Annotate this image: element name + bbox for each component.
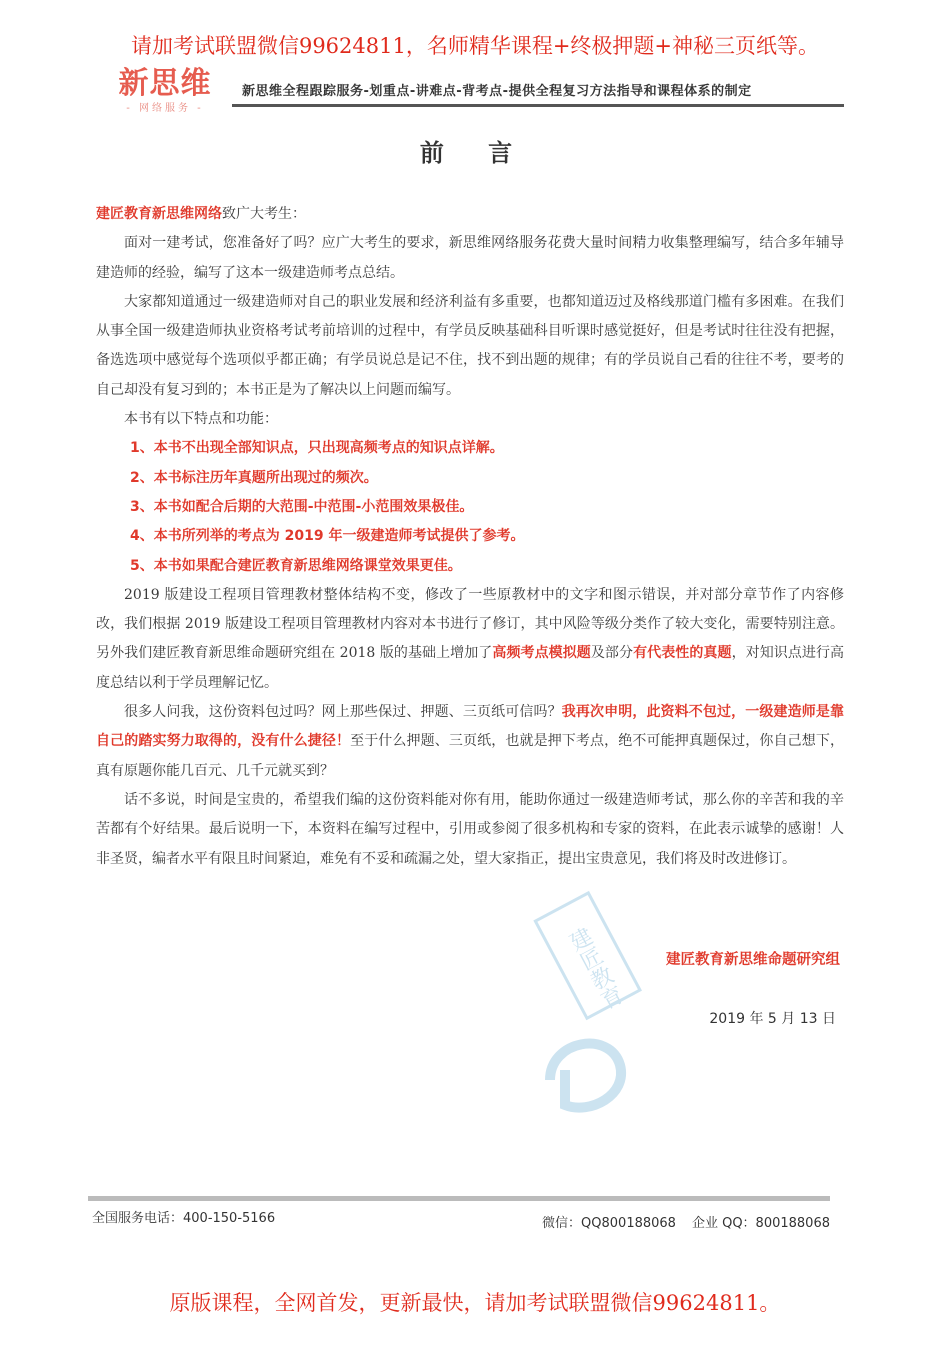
paragraph-4-text: 及部分 xyxy=(590,645,634,662)
greeting-org: 建匠教育新思维网络 xyxy=(96,206,222,222)
paragraph-4 xyxy=(96,581,844,698)
paragraph-6: 话不多说，时间是宝贵的，希望我们编的这份资料能对你有用，能助你通过一级建造师考试，那么你的辛苦和我的辛苦都有个好结果。最后说明一下，本资料在编写过程中，引用或参阅了很多机构和专家的资料，在此表示诚挚的感谢！人非圣贤，编者水平有限且时间紧迫，难免有不妥和疏漏之处，望大家指正，提出宝贵意见，我们将及时改进修订。 xyxy=(96,791,844,867)
logo-subtitle: - 网络服务 - xyxy=(126,103,204,114)
footer-wechat: 微信：QQ800188068 xyxy=(542,1216,676,1231)
paragraph-4-highlight-2: 有代表性的真题 xyxy=(633,645,732,662)
greeting-text: 致广大考生： xyxy=(222,206,306,222)
footer-phone: 全国服务电话：400-150-5166 xyxy=(92,1211,276,1226)
feature-item: 1、本书不出现全部知识点，只出现高频考点的知识点详解。 xyxy=(130,440,504,457)
top-banner-ad: 请加考试联盟微信99624811，名师精华课程+终极押题+神秘三页纸等。 xyxy=(130,34,820,58)
paragraph-5-text: 很多人问我，这份资料包过吗？网上那些保过、押题、三页纸可信吗？ xyxy=(124,704,562,721)
page-title: 前 言 xyxy=(419,139,531,167)
paragraph-4-highlight-1: 高频考点模拟题 xyxy=(492,645,591,662)
feature-item: 4、本书所列举的考点为 2019 年一级建造师考试提供了参考。 xyxy=(130,528,525,545)
paragraph-2: 大家都知道通过一级建造师对自己的职业发展和经济利益有多重要，也都知道迈过及格线那道门槛有多困难。在我们从事全国一级建造师执业资格考试考前培训的过程中，有学员反映基础科目听课时感觉挺好，但是考试时往往没有把握，备选选项中感觉每个选项似乎都正确；有学员说总是记不住，找不到出题的规律；有的学员说自己看的往往不考，要考的自己却没有复习到的；本书正是为了解决以上问题而编写。 xyxy=(96,293,844,398)
paragraph-4-text: ，对知识点进行高度总结以利于学员理解记忆。 xyxy=(96,645,845,691)
footer-contacts xyxy=(540,1212,830,1231)
paragraph-4-text: 2019 版建设工程项目管理教材整体结构不变，修改了一些原教材中的文字和图示错误，并对部分章节作了内容修改，我们根据 2019 版建设工程项目管理教材内容对本书进行了修订，其中风险等级分类作了较大变化，需要特别注意。另外我们建匠教育新思维命题研究组在 2018 版的基础上增加了 xyxy=(96,586,844,662)
paragraph-1: 面对一建考试，您准备好了吗？应广大考生的要求，新思维网络服务花费大量时间精力收集整理编写，结合多年辅导建造师的经验，编写了这本一级建造师考点总结。 xyxy=(96,235,844,281)
paragraph-5-highlight: 我再次申明，此资料不包过，一级建造师是靠自己的踏实努力取得的，没有什么捷径！ xyxy=(96,704,844,750)
feature-item: 3、本书如配合后期的大范围-中范围-小范围效果极佳。 xyxy=(130,498,474,515)
signature-org: 建匠教育新思维命题研究组 xyxy=(666,952,840,968)
footer-divider xyxy=(88,1196,830,1201)
paragraph-3: 本书有以下特点和功能： xyxy=(124,411,278,428)
greeting xyxy=(96,200,844,229)
feature-item: 2、本书标注历年真题所出现过的频次。 xyxy=(130,469,378,486)
header-divider xyxy=(232,104,844,107)
footer-qq: 企业 QQ：800188068 xyxy=(691,1216,830,1231)
preface-body xyxy=(96,200,844,874)
brand-logo xyxy=(110,66,220,116)
signature-date: 2019 年 5 月 13 日 xyxy=(709,1011,836,1027)
header-slogan: 新思维全程跟踪服务-划重点-讲难点-背考点-提供全程复习方法指导和课程体系的制定 xyxy=(242,84,752,99)
feature-item: 5、本书如果配合建匠教育新思维网络课堂效果更佳。 xyxy=(130,557,462,574)
paragraph-5 xyxy=(96,698,844,786)
logo-name: 新思维 xyxy=(118,66,212,101)
paragraph-5-text: 至于什么押题、三页纸，也就是押下考点，绝不可能押真题保过，你自己想下，真有原题你能几百元、几千元就买到？ xyxy=(96,733,844,779)
stamp-text: 建匠教育 xyxy=(563,924,627,1014)
bottom-banner-ad: 原版课程，全网首发，更新最快，请加考试联盟微信99624811。 xyxy=(169,1291,781,1315)
